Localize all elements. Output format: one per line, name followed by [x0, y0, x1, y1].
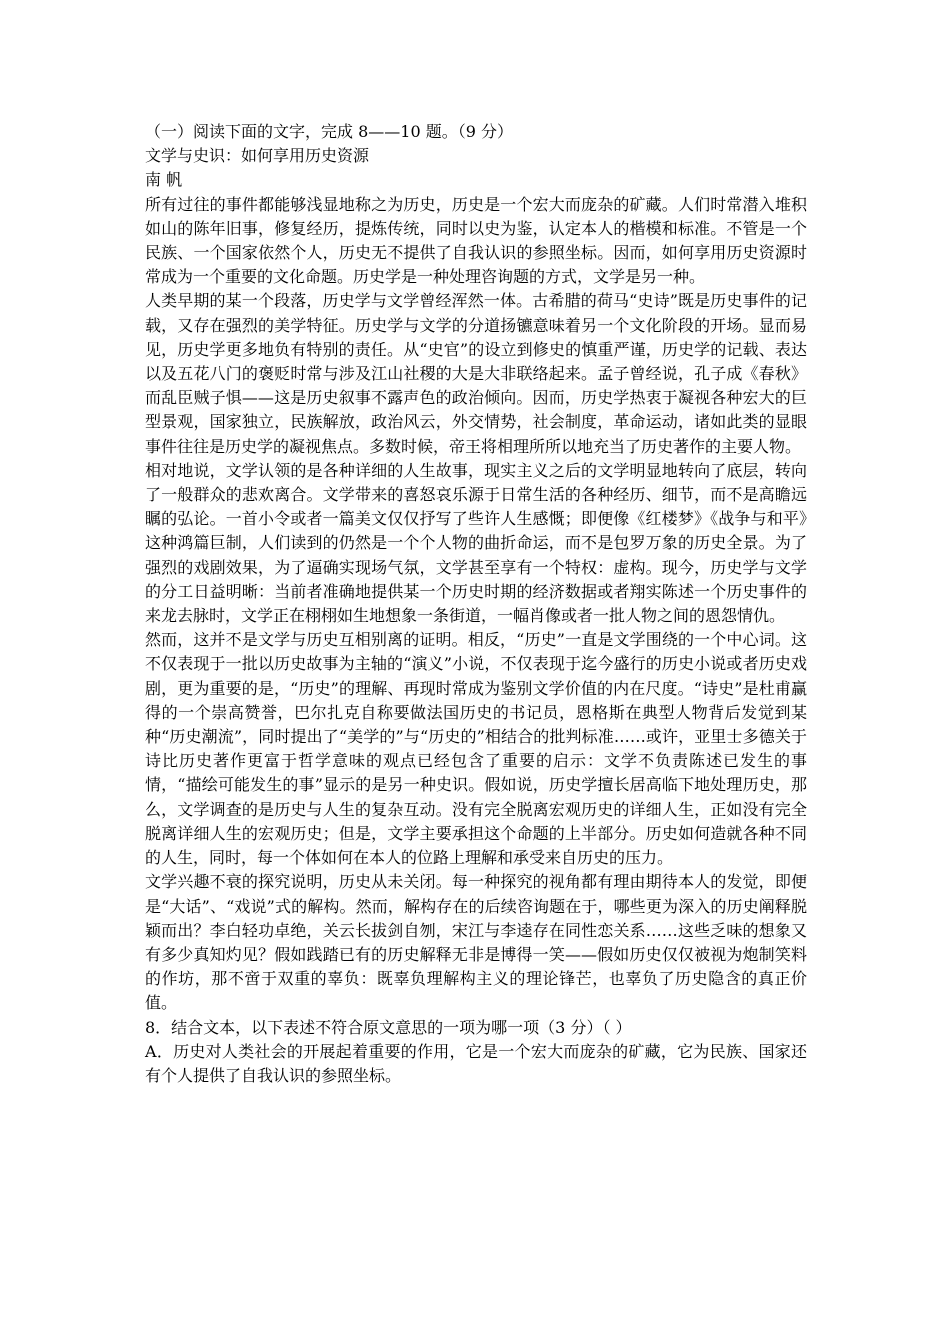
paragraph-4: 然而，这并不是文学与历史互相别离的证明。相反，“历史”一直是文学围绕的一个中心词。这不仅表现于一批以历史故事为主轴的“演义”小说，不仅表现于迄今盛行的历史小说或者历史戏剧，更为重要的是，“历史”的理解、再现时常成为鉴别文学价值的内在尺度。“诗史”是杜甫赢得的一个崇高赞誉，巴尔扎克自称要做法国历史的书记员，恩格斯在典型人物背后发觉到某种“历史潮流”，同时提出了“美学的”与“历史的”相结合的批判标准……或许，亚里士多德关于诗比历史著作更富于哲学意味的观点已经包含了重要的启示：文学不负责陈述已发生的事情，“描绘可能发生的事”显示的是另一种史识。假如说，历史学擅长居高临下地处理历史，那么，文学调查的是历史与人生的复杂互动。没有完全脱离宏观历史的详细人生，正如没有完全脱离详细人生的宏观历史；但是，文学主要承担这个命题的上半部分。历史如何造就各种不同的人生，同时，每一个体如何在本人的位路上理解和承受来自历史的压力。 [145, 630, 807, 868]
section-header: （一）阅读下面的文字，完成 8——10 题。（9 分） [145, 122, 513, 141]
article-title: 文学与史识：如何享用历史资源 [145, 146, 370, 166]
author: 南 帆 [145, 170, 183, 190]
paragraph-2: 人类早期的某一个段落，历史学与文学曾经浑然一体。古希腊的荷马“史诗”既是历史事件的记载，又存在强烈的美学特征。历史学与文学的分道扬镳意味着另一个文化阶段的开场。显而易见，历史学更多地负有特别的责任。从“史官”的设立到修史的慎重严谨，历史学的记载、表达以及五花八门的褒贬时常与涉及江山社稷的大是大非联络起来。孟子曾经说，孔子成《春秋》而乱臣贼子惧——这是历史叙事不露声色的政治倾向。因而，历史学热衷于凝视各种宏大的巨型景观，国家独立，民族解放，政治风云，外交情势，社会制度，革命运动，诸如此类的显眼事件往往是历史学的凝视焦点。多数时候，帝王将相理所所以地充当了历史著作的主要人物。 [145, 291, 807, 456]
paragraph-5: 文学兴趣不衰的探究说明，历史从未关闭。每一种探究的视角都有理由期待本人的发觉，即便是“大话”、“戏说”式的解构。然而，解构存在的后续咨询题在于，哪些更为深入的历史阐释脱颖而出？李白轻功卓绝，关云长拔剑自刎，宋江与李逵存在同性恋关系……这些乏味的想象又有多少真知灼见？假如践踏已有的历史解释无非是博得一笑——假如历史仅仅被视为炮制笑料的作坊，那不啻于双重的辜负：既辜负理解构主义的理论锋芒，也辜负了历史隐含的真正价值。 [145, 872, 807, 1013]
paragraph-1: 所有过往的事件都能够浅显地称之为历史，历史是一个宏大而庞杂的矿藏。人们时常潜入堆积如山的陈年旧事，修复经历，提炼传统，同时以史为鉴，认定本人的楷模和标准。不管是一个民族、一个国家依然个人，历史无不提供了自我认识的参照坐标。因而，如何享用历史资源时常成为一个重要的文化命题。历史学是一种处理咨询题的方式，文学是另一种。 [145, 194, 807, 287]
document-page [145, 120, 807, 1088]
paragraph-3: 相对地说，文学认领的是各种详细的人生故事，现实主义之后的文学明显地转向了底层，转向了一般群众的悲欢离合。文学带来的喜怒哀乐源于日常生活的各种经历、细节，而不是高瞻远瞩的弘论。一首小令或者一篇美文仅仅抒写了些许人生感慨；即便像《红楼梦》《战争与和平》这种鸿篇巨制，人们读到的仍然是一个个人物的曲折命运，而不是包罗万象的历史全景。为了强烈的戏剧效果，为了逼确实现场气氛，文学甚至享有一个特权：虚构。现今，历史学与文学的分工日益明晰：当前者准确地提供某一个历史时期的经济数据或者翔实陈述一个历史事件的来龙去脉时，文学正在栩栩如生地想象一条街道，一幅肖像或者一批人物之间的恩怨情仇。 [145, 460, 807, 626]
option-a: A．历史对人类社会的开展起着重要的作用，它是一个宏大而庞杂的矿藏，它为民族、国家还有个人提供了自我认识的参照坐标。 [145, 1041, 807, 1085]
question-8: 8．结合文本，以下表述不符合原文意思的一项为哪一项（3 分）（ ） [145, 1017, 632, 1037]
